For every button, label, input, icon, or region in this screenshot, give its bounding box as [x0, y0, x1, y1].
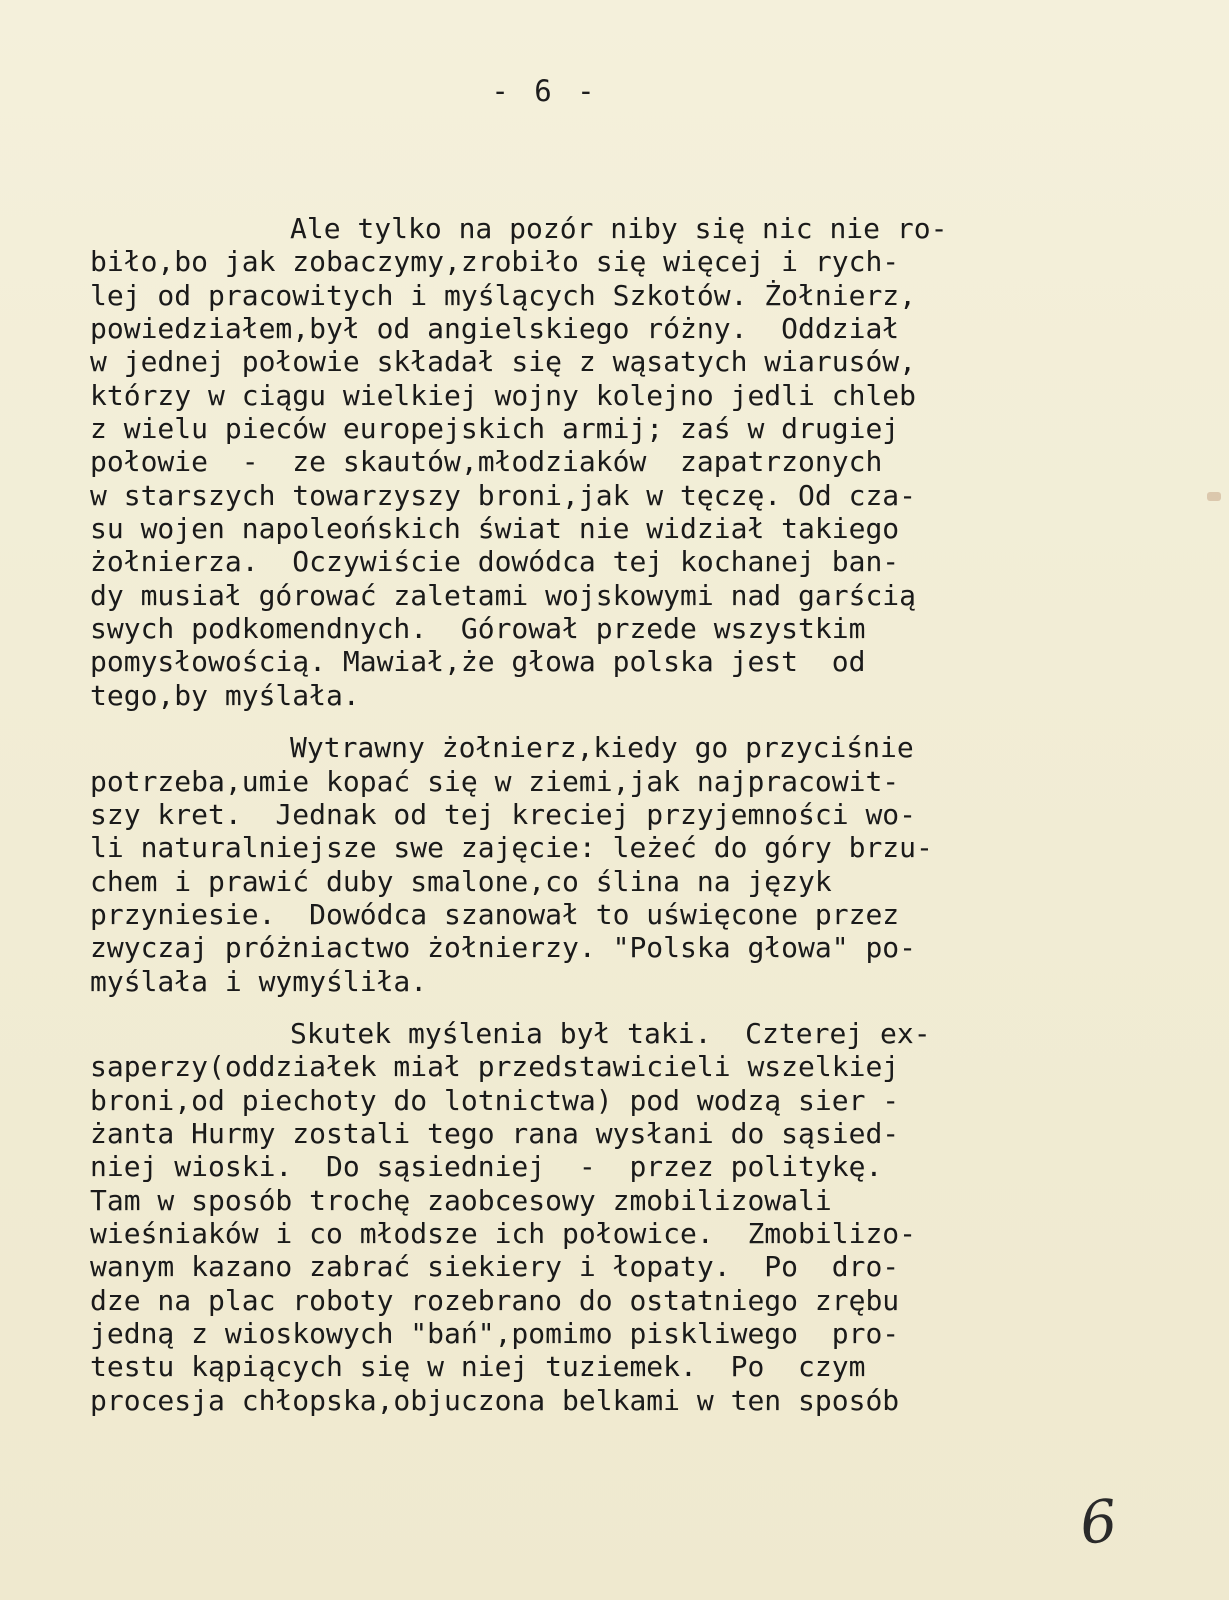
paragraph-1	[90, 212, 1090, 712]
text-line: Skutek myślenia był taki. Czterej ex-	[290, 1016, 931, 1050]
text-line: przyniesie. Dowódca szanował to uświęcone przez	[90, 897, 900, 931]
text-line: Tam w sposób trochę zaobcesowy zmobilizowali	[90, 1183, 832, 1217]
text-line: połowie - ze skautów,młodziaków zapatrzonych	[90, 445, 883, 479]
text-line: testu kąpiących się w niej tuziemek. Po czym	[90, 1350, 866, 1384]
text-line: którzy w ciągu wielkiej wojny kolejno jedli chleb	[90, 378, 917, 412]
text-line: lej od pracowitych i myślących Szkotów. Żołnierz,	[90, 278, 917, 312]
text-line: żanta Hurmy zostali tego rana wysłani do sąsied-	[90, 1116, 900, 1150]
text-line: li naturalniejsze swe zajęcie: leżeć do góry brzu-	[90, 831, 933, 865]
text-line: wieśniaków i co młodsze ich połowice. Zmobilizo-	[90, 1216, 917, 1250]
text-line: pomysłowością. Mawiał,że głowa polska jest od	[90, 645, 866, 679]
text-line: Wytrawny żołnierz,kiedy go przyciśnie	[290, 731, 914, 765]
text-line: w jednej połowie składał się z wąsatych wiarusów,	[90, 345, 917, 379]
text-line: jedną z wioskowych "bań",pomimo piskliwego pro-	[90, 1317, 900, 1350]
paragraph-3	[90, 1017, 1090, 1417]
text-line: saperzy(oddziałek miał przedstawicieli wszelkiej	[90, 1050, 900, 1084]
text-line: potrzeba,umie kopać się w ziemi,jak najpracowit-	[90, 764, 900, 798]
text-line: żołnierza. Oczywiście dowódca tej kochanej ban-	[90, 545, 900, 579]
text-line: dze na plac roboty rozebrano do ostatniego zrębu	[90, 1283, 900, 1317]
handwritten-page-number: 6	[1076, 1486, 1121, 1558]
page-number: - 6 -	[491, 74, 599, 108]
text-line: szy kret. Jednak od tej kreciej przyjemności wo-	[90, 797, 917, 831]
text-line: wanym kazano zabrać siekiery i łopaty. Po dro-	[90, 1250, 900, 1284]
text-line: dy musiał górować zaletami wojskowymi nad garścią	[90, 578, 917, 612]
text-line: powiedziałem,był od angielskiego różny. Oddział	[90, 312, 900, 346]
paper-stain-mark	[1207, 492, 1221, 501]
text-line: procesja chłopska,objuczona belkami w ten sposób	[90, 1383, 900, 1417]
text-line: tego,by myślała.	[90, 678, 360, 712]
text-line: biło,bo jak zobaczymy,zrobiło się więcej i rych-	[90, 245, 900, 279]
body-text	[90, 212, 1090, 1417]
text-line: Ale tylko na pozór niby się nic nie ro-	[290, 212, 948, 245]
text-line: chem i prawić duby smalone,co ślina na język	[90, 864, 832, 898]
text-line: z wielu pieców europejskich armij; zaś w drugiej	[90, 412, 900, 446]
text-line: myślała i wymyśliła.	[90, 964, 428, 998]
text-line: su wojen napoleońskich świat nie widział takiego	[90, 512, 900, 546]
text-line: swych podkomendnych. Górował przede wszystkim	[90, 612, 866, 646]
text-line: niej wioski. Do sąsiedniej - przez politykę.	[90, 1150, 883, 1184]
text-line: w starszych towarzyszy broni,jak w tęczę. Od cza-	[90, 478, 917, 512]
paragraph-2	[90, 731, 1090, 998]
text-line: broni,od piechoty do lotnictwa) pod wodzą sier -	[90, 1083, 900, 1117]
text-line: zwyczaj próżniactwo żołnierzy. "Polska głowa" po-	[90, 931, 917, 965]
